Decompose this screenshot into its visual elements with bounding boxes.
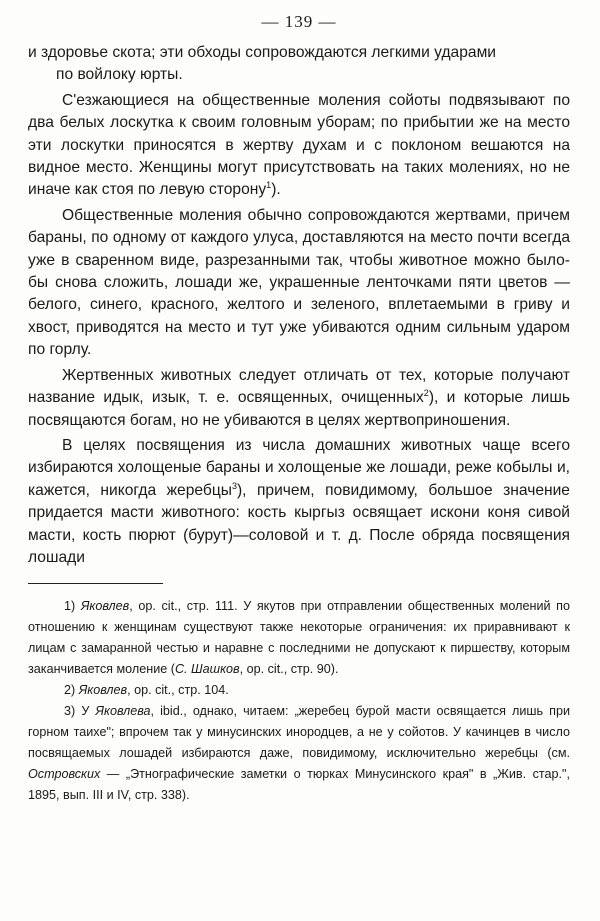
- footnote-marker: 3): [64, 704, 76, 719]
- footnote-author: С. Шашков: [174, 662, 240, 677]
- footnote-ref[interactable]: 1: [266, 180, 272, 191]
- footnotes: [28, 596, 570, 806]
- page: [28, 12, 570, 806]
- main-text: [28, 42, 570, 569]
- footnote-2: 2) Яковлев, ор. cit., стр. 104.: [64, 683, 229, 698]
- paragraph: С'езжающиеся на общественные моления сойоты подвязывают по два белых лоскутка к своим головным уборам; по прибытии же на место эти лоскутки приносятся в жертву духам и с поклоном вешаются на видное место. Женщины могут присутствовать на таких молениях, но не иначе как стоя по левую сторону$^1$).: [28, 91, 570, 199]
- footnote-author: Яковлев: [78, 683, 128, 698]
- footnote-marker: 2): [64, 683, 76, 698]
- footnote-author: Островских: [28, 767, 101, 782]
- footnote-author: Яковлев: [80, 599, 130, 614]
- footnote-author: Яковлева: [95, 704, 151, 719]
- page-number: — 139 —: [261, 12, 337, 31]
- footnote-ref[interactable]: 3: [231, 480, 237, 491]
- paragraph: Общественные моления обычно сопровождаются жертвами, причем бараны, по одному от каждого улуса, доставляются на место почти всегда уже в сваренном виде, разрезанными так, чтобы животное можно было-бы снова сложить, лошади же, украшенные ленточками пяти цветов — белого, синего, красного, желтого и зеленого, вплетаемыми в гриву и хвост, приводятся на место и тут уже убиваются одним сильным ударом по горлу.: [28, 206, 570, 359]
- footnote-1: 1) Яковлев, ор. cit., стр. 111. У якутов при отправлении общественных молений по отношению к женщинам существуют также некоторые ограничения: их приравнивают к лицам с замаранной честью и наравне с последними не допускают к пиршеству, которым заканчивается моление (С. Шашков, ор. cit., стр. 90).: [28, 599, 570, 677]
- paragraph: Жертвенных животных следует отличать от тех, которые получают название идык, изык, т. е. освященных, очищенных$^2$), и которые лишь посвящаются богам, но не убиваются в целях жертвоприношения.: [28, 366, 570, 429]
- paragraph: В целях посвящения из числа домашних животных чаще всего избираются холощеные бараны и холощеные же лошади, реже кобылы и, кажется, никогда жеребцы$^3$), причем, повидимому, большое значение придается масти животного: кость кыргыз освящает искони коня сивой масти, кость пюрют (бурут)—соловой и т. д. После обряда посвящения лошади: [28, 436, 570, 566]
- footnote-ref[interactable]: 2: [423, 387, 429, 398]
- paragraph-continued: [28, 42, 570, 87]
- footnote-divider: [28, 583, 163, 584]
- footnote-marker: 1): [64, 599, 76, 614]
- footnote-3: 3) У Яковлева, ibid., однако, читаем: „жеребец бурой масти освящается лишь при горном таихе"; впрочем так у минусинских инородцев, а не у сойотов. У качинцев в число посвящаемых лошадей избираются даже, повидимому, исключительно жеребцы (см. Островских — „Этнографические заметки о тюрках Минусинского края" в „Жив. стар.", 1895, вып. III и IV, стр. 338).: [28, 704, 571, 803]
- paragraph-text: и здоровье скота; эти обходы сопровождаются легкими ударами: [28, 44, 497, 61]
- paragraph-hanging-line: по войлоку юрты.: [56, 66, 183, 84]
